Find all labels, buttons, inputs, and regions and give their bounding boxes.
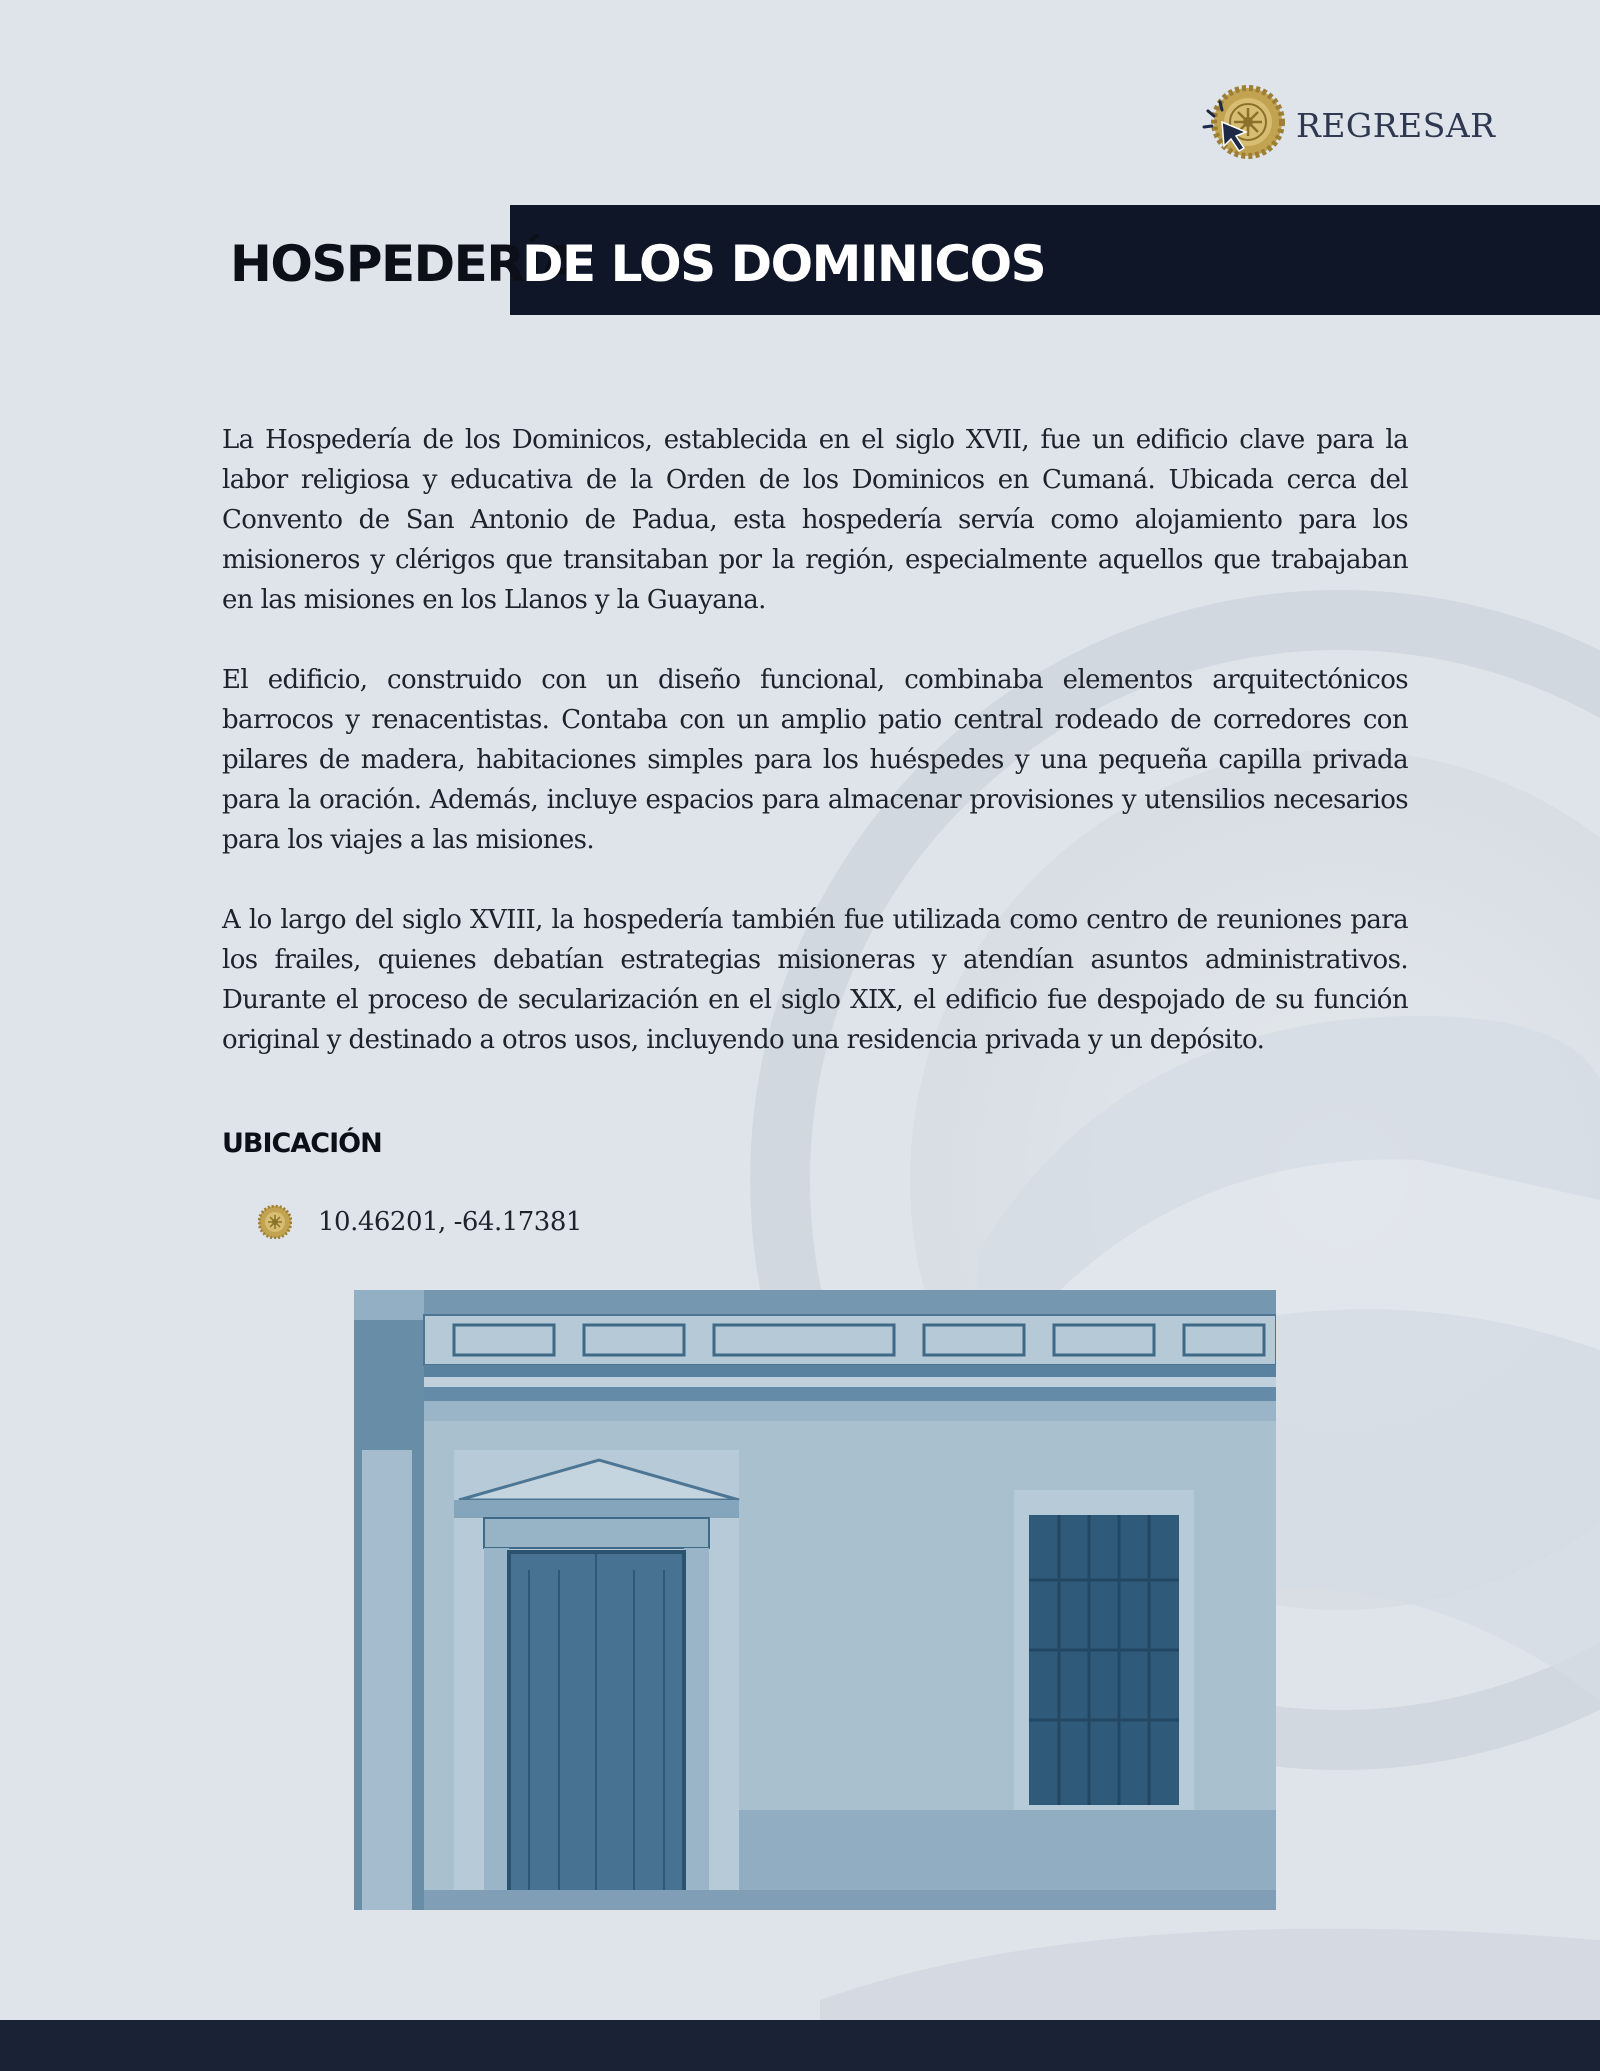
page-title-part1: HOSPEDERÍA — [230, 235, 578, 293]
body-text — [222, 420, 1408, 1100]
cursor-click-icon — [1200, 82, 1286, 168]
paragraph: La Hospedería de los Dominicos, establecida en el siglo XVII, fue un edificio clave para la labor religiosa y educativa de la Orden de los Dominicos en Cumaná. Ubicada cerca del Convento de San Antonio de Padua, esta hospedería servía como alojamiento para los misioneros y clérigos que transitaban por la región, especialmente aquellos que trabajaban en las misiones en los Llanos y la Guayana. — [222, 425, 1408, 615]
paragraph: El edificio, construido con un diseño funcional, combinaba elementos arquitectónicos barrocos y renacentistas. Contaba con un amplio patio central rodeado de corredores con pilares de madera, habitaciones simples para los huéspedes y una pequeña capilla privada para la oración. Además, incluye espacios para almacenar provisiones y utensilios necesarios para los viajes a las misiones. — [222, 665, 1408, 855]
gold-seal-icon — [258, 1205, 292, 1239]
page-title-part2: DE LOS DOMINICOS — [522, 235, 1046, 293]
location-heading: UBICACIÓN — [222, 1128, 382, 1159]
back-link-label: REGRESAR — [1296, 105, 1496, 145]
paragraph: A lo largo del siglo XVIII, la hospedería también fue utilizada como centro de reuniones para los frailes, quienes debatían estrategias misioneras y atendían asuntos administrativos. Durante el proceso de secularización en el siglo XIX, el edificio fue despojado de su función original y destinado a otros usos, incluyendo una residencia privada y un depósito. — [222, 905, 1408, 1055]
back-link[interactable] — [1200, 80, 1496, 170]
coordinates-value: 10.46201, -64.17381 — [318, 1207, 582, 1237]
location-coordinates — [258, 1205, 582, 1239]
footer-bar — [0, 2020, 1600, 2071]
building-photo — [354, 1290, 1276, 1910]
